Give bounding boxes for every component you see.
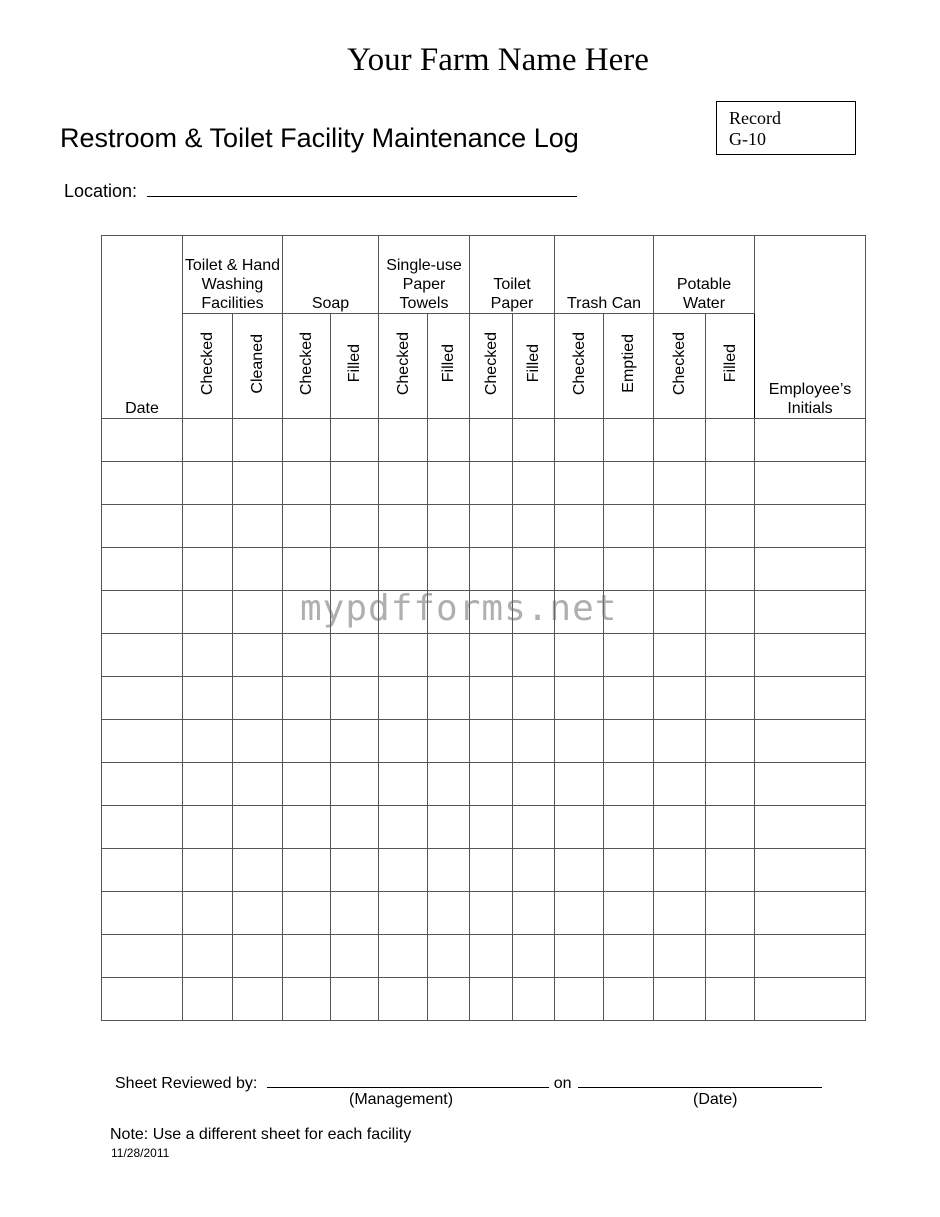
check-cell[interactable] [706,849,755,892]
check-cell[interactable] [706,591,755,634]
check-cell[interactable] [428,806,470,849]
check-cell[interactable] [283,892,331,935]
check-cell[interactable] [379,892,428,935]
check-cell[interactable] [283,462,331,505]
table-row [102,763,866,806]
date-cell[interactable] [102,634,183,677]
check-cell[interactable] [604,505,654,548]
check-cell[interactable] [233,505,283,548]
sub-column-header [428,314,470,419]
check-cell[interactable] [331,462,379,505]
sub-column-label: Emptied [620,334,637,393]
table-row [102,935,866,978]
check-cell[interactable] [604,720,654,763]
initials-cell[interactable] [755,548,866,591]
location-input-line[interactable] [147,178,577,197]
initials-cell[interactable] [755,419,866,462]
check-cell[interactable] [654,591,706,634]
check-cell[interactable] [379,763,428,806]
table-row [102,849,866,892]
date-cell[interactable] [102,505,183,548]
table-row [102,806,866,849]
check-cell[interactable] [283,978,331,1021]
table-row [102,462,866,505]
sub-column-header [654,314,706,419]
check-cell[interactable] [706,935,755,978]
check-cell[interactable] [233,548,283,591]
check-cell[interactable] [470,763,513,806]
check-cell[interactable] [654,935,706,978]
check-cell[interactable] [513,892,555,935]
check-cell[interactable] [654,548,706,591]
check-cell[interactable] [470,462,513,505]
check-cell[interactable] [654,806,706,849]
check-cell[interactable] [233,892,283,935]
initials-cell[interactable] [755,505,866,548]
check-cell[interactable] [604,892,654,935]
check-cell[interactable] [555,720,604,763]
check-cell[interactable] [428,763,470,806]
check-cell[interactable] [555,849,604,892]
initials-cell[interactable] [755,763,866,806]
initials-cell[interactable] [755,462,866,505]
date-cell[interactable] [102,892,183,935]
initials-cell[interactable] [755,634,866,677]
on-label: on [553,1075,572,1092]
check-cell[interactable] [233,806,283,849]
check-cell[interactable] [555,677,604,720]
check-cell[interactable] [331,505,379,548]
check-cell[interactable] [470,677,513,720]
check-cell[interactable] [555,935,604,978]
check-cell[interactable] [470,935,513,978]
check-cell[interactable] [470,634,513,677]
check-cell[interactable] [513,978,555,1021]
date-cell[interactable] [102,419,183,462]
check-cell[interactable] [470,849,513,892]
check-cell[interactable] [513,763,555,806]
table-row [102,892,866,935]
check-cell[interactable] [183,548,233,591]
check-cell[interactable] [555,978,604,1021]
check-cell[interactable] [428,677,470,720]
check-cell[interactable] [331,763,379,806]
sub-column-label: Filled [346,344,363,383]
check-cell[interactable] [428,978,470,1021]
check-cell[interactable] [233,591,283,634]
check-cell[interactable] [379,505,428,548]
sub-column-label: Checked [671,331,688,396]
check-cell[interactable] [604,462,654,505]
sheet-review-line [115,1071,822,1093]
check-cell[interactable] [513,849,555,892]
check-cell[interactable] [183,677,233,720]
initials-cell[interactable] [755,935,866,978]
table-row [102,677,866,720]
sub-column-label: Checked [298,331,315,396]
check-cell[interactable] [654,505,706,548]
check-cell[interactable] [283,505,331,548]
check-cell[interactable] [183,634,233,677]
check-cell[interactable] [604,677,654,720]
check-cell[interactable] [283,763,331,806]
check-cell[interactable] [379,978,428,1021]
sub-column-header [283,314,331,419]
check-cell[interactable] [233,419,283,462]
date-cell[interactable] [102,978,183,1021]
check-cell[interactable] [555,806,604,849]
check-cell[interactable] [283,677,331,720]
check-cell[interactable] [331,849,379,892]
date-cell[interactable] [102,806,183,849]
sub-column-label: Cleaned [249,333,266,394]
check-cell[interactable] [706,462,755,505]
group-header: Trash Can [555,236,654,314]
check-cell[interactable] [331,935,379,978]
check-cell[interactable] [470,548,513,591]
check-cell[interactable] [283,634,331,677]
check-cell[interactable] [604,763,654,806]
check-cell[interactable] [513,634,555,677]
check-cell[interactable] [654,462,706,505]
employee-initials-column-header: Employee’s Initials [755,236,866,419]
group-header: Soap [283,236,379,314]
reviewer-signature-line[interactable] [267,1071,549,1088]
table-row [102,978,866,1021]
location-field[interactable] [64,178,577,202]
check-cell[interactable] [706,419,755,462]
check-cell[interactable] [183,419,233,462]
check-cell[interactable] [283,935,331,978]
check-cell[interactable] [654,849,706,892]
date-cell[interactable] [102,720,183,763]
check-cell[interactable] [183,462,233,505]
check-cell[interactable] [183,892,233,935]
watermark-text: mypdfforms.net [300,588,618,629]
check-cell[interactable] [331,892,379,935]
check-cell[interactable] [654,634,706,677]
check-cell[interactable] [183,763,233,806]
check-cell[interactable] [233,978,283,1021]
check-cell[interactable] [706,978,755,1021]
check-cell[interactable] [379,720,428,763]
check-cell[interactable] [555,763,604,806]
sub-column-label: Filled [440,344,457,383]
check-cell[interactable] [428,935,470,978]
check-cell[interactable] [331,419,379,462]
sub-column-label: Checked [482,331,500,396]
date-cell[interactable] [102,849,183,892]
check-cell[interactable] [428,505,470,548]
check-cell[interactable] [604,806,654,849]
sub-column-header [331,314,379,419]
date-cell[interactable] [102,677,183,720]
group-header: Toilet Paper [470,236,555,314]
check-cell[interactable] [706,892,755,935]
check-cell[interactable] [331,677,379,720]
check-cell[interactable] [604,978,654,1021]
date-column-header: Date [102,236,183,419]
check-cell[interactable] [513,677,555,720]
date-cell[interactable] [102,548,183,591]
sub-column-label: Filled [525,344,542,383]
check-cell[interactable] [654,720,706,763]
table-row [102,634,866,677]
initials-cell[interactable] [755,978,866,1021]
check-cell[interactable] [183,591,233,634]
group-header: Single-use Paper Towels [379,236,470,314]
check-cell[interactable] [654,892,706,935]
sub-column-header [470,314,513,419]
facility-note: Note: Use a different sheet for each facility [110,1126,412,1143]
check-cell[interactable] [183,806,233,849]
check-cell[interactable] [706,763,755,806]
record-label: Record [729,108,781,128]
initials-cell[interactable] [755,806,866,849]
check-cell[interactable] [470,806,513,849]
reviewed-by-label: Sheet Reviewed by: [115,1075,258,1092]
check-cell[interactable] [428,892,470,935]
initials-cell[interactable] [755,849,866,892]
date-cell[interactable] [102,763,183,806]
initials-cell[interactable] [755,677,866,720]
check-cell[interactable] [470,505,513,548]
check-cell[interactable] [513,419,555,462]
check-cell[interactable] [283,419,331,462]
sub-column-header [513,314,555,419]
check-cell[interactable] [233,935,283,978]
date-cell[interactable] [102,935,183,978]
check-cell[interactable] [331,634,379,677]
check-cell[interactable] [654,677,706,720]
table-body [102,419,866,1021]
check-cell[interactable] [379,419,428,462]
record-code-box [716,101,856,155]
check-cell[interactable] [604,849,654,892]
date-cell[interactable] [102,591,183,634]
check-cell[interactable] [706,634,755,677]
sub-column-label: Filled [721,344,739,383]
sub-column-header [555,314,604,419]
check-cell[interactable] [379,634,428,677]
check-cell[interactable] [428,419,470,462]
check-cell[interactable] [379,935,428,978]
check-cell[interactable] [379,548,428,591]
group-header: Toilet & Hand Washing Facilities [183,236,283,314]
check-cell[interactable] [183,505,233,548]
check-cell[interactable] [428,720,470,763]
table-header [102,236,866,419]
check-cell[interactable] [233,763,283,806]
check-cell[interactable] [331,978,379,1021]
check-cell[interactable] [379,677,428,720]
check-cell[interactable] [654,978,706,1021]
check-cell[interactable] [513,935,555,978]
log-title: Restroom & Toilet Facility Maintenance Log [60,123,579,153]
check-cell[interactable] [183,849,233,892]
check-cell[interactable] [379,462,428,505]
check-cell[interactable] [183,720,233,763]
check-cell[interactable] [654,763,706,806]
date-cell[interactable] [102,462,183,505]
check-cell[interactable] [654,419,706,462]
check-cell[interactable] [283,720,331,763]
check-cell[interactable] [555,548,604,591]
check-cell[interactable] [428,849,470,892]
check-cell[interactable] [706,806,755,849]
date-caption: (Date) [693,1091,738,1108]
check-cell[interactable] [233,634,283,677]
management-caption: (Management) [349,1091,454,1108]
check-cell[interactable] [428,548,470,591]
table-row [102,505,866,548]
check-cell[interactable] [428,462,470,505]
table-row [102,720,866,763]
sub-column-label: Checked [199,331,216,396]
check-cell[interactable] [604,548,654,591]
sub-column-header [233,314,283,419]
check-cell[interactable] [513,462,555,505]
check-cell[interactable] [706,720,755,763]
check-cell[interactable] [513,548,555,591]
check-cell[interactable] [428,634,470,677]
sub-column-header [379,314,428,419]
check-cell[interactable] [331,548,379,591]
location-label: Location: [64,181,138,201]
check-cell[interactable] [604,634,654,677]
check-cell[interactable] [183,978,233,1021]
check-cell[interactable] [555,505,604,548]
farm-name-heading: Your Farm Name Here [347,42,649,78]
check-cell[interactable] [706,548,755,591]
check-cell[interactable] [233,720,283,763]
check-cell[interactable] [470,892,513,935]
review-date-line[interactable] [578,1071,822,1088]
check-cell[interactable] [233,849,283,892]
check-cell[interactable] [233,677,283,720]
check-cell[interactable] [379,806,428,849]
check-cell[interactable] [283,849,331,892]
record-code: G-10 [729,129,766,149]
check-cell[interactable] [706,505,755,548]
check-cell[interactable] [331,806,379,849]
initials-cell[interactable] [755,892,866,935]
check-cell[interactable] [604,935,654,978]
check-cell[interactable] [555,419,604,462]
table-row [102,419,866,462]
sub-column-label: Checked [570,331,588,396]
table-row [102,548,866,591]
check-cell[interactable] [379,849,428,892]
sub-column-label: Checked [394,331,412,396]
check-cell[interactable] [283,806,331,849]
check-cell[interactable] [555,892,604,935]
check-cell[interactable] [470,978,513,1021]
sub-column-header [604,314,654,419]
document-date: 11/28/2011 [111,1146,170,1160]
check-cell[interactable] [183,935,233,978]
check-cell[interactable] [331,720,379,763]
group-header: Potable Water [654,236,755,314]
check-cell[interactable] [706,677,755,720]
check-cell[interactable] [283,548,331,591]
check-cell[interactable] [513,806,555,849]
check-cell[interactable] [604,419,654,462]
initials-cell[interactable] [755,591,866,634]
initials-cell[interactable] [755,720,866,763]
sub-column-header [183,314,233,419]
check-cell[interactable] [470,720,513,763]
check-cell[interactable] [233,462,283,505]
check-cell[interactable] [555,462,604,505]
check-cell[interactable] [555,634,604,677]
check-cell[interactable] [470,419,513,462]
check-cell[interactable] [513,505,555,548]
check-cell[interactable] [513,720,555,763]
sub-column-header [706,314,755,419]
